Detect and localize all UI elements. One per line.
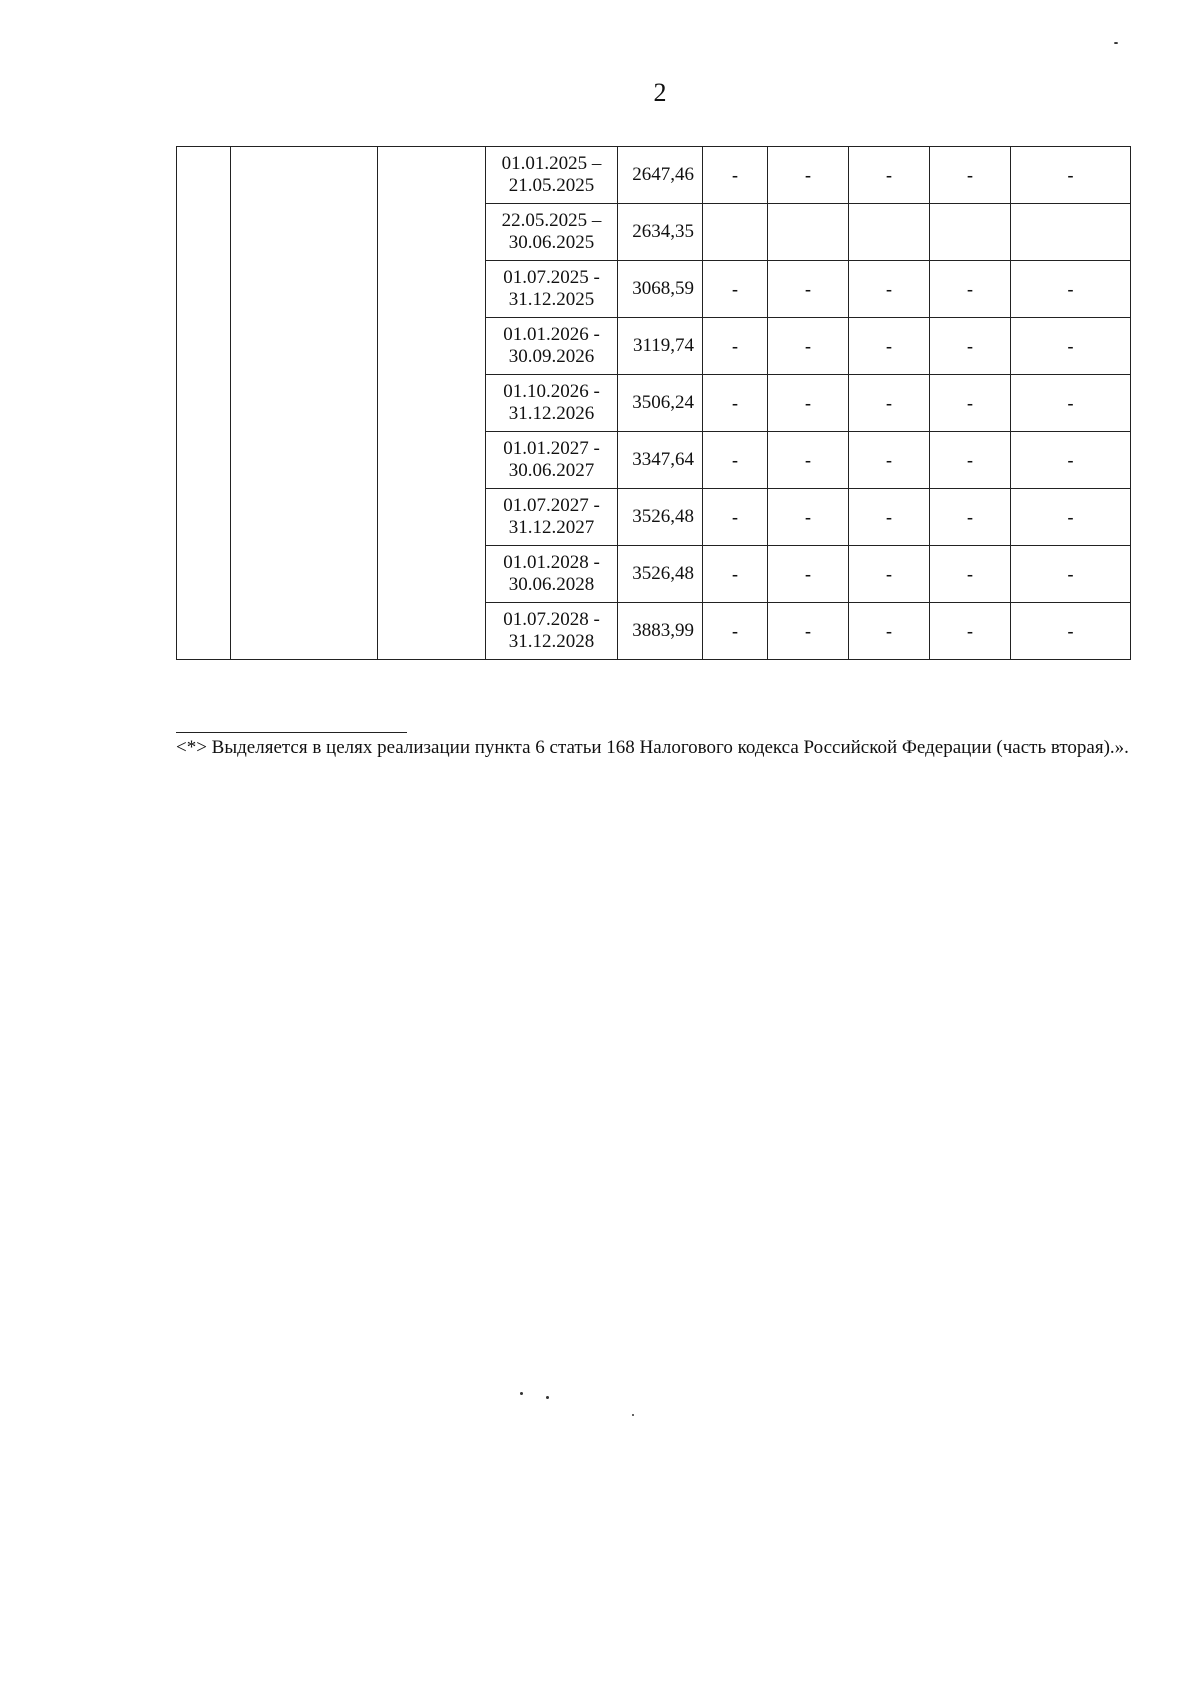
period-cell: 01.01.2026 - 30.09.2026 — [486, 318, 618, 375]
price-cell: 3506,24 — [618, 375, 703, 432]
tariff-table — [176, 146, 1131, 660]
value-cell — [849, 204, 930, 261]
value-cell: - — [703, 261, 768, 318]
table-body — [177, 147, 1131, 660]
value-cell: - — [849, 261, 930, 318]
period-cell: 01.01.2025 – 21.05.2025 — [486, 147, 618, 204]
value-cell: - — [703, 147, 768, 204]
period-cell: 01.07.2027 - 31.12.2027 — [486, 489, 618, 546]
empty-merged-cell — [378, 147, 486, 660]
price-cell: 3347,64 — [618, 432, 703, 489]
value-cell: - — [703, 375, 768, 432]
price-cell: 3526,48 — [618, 546, 703, 603]
value-cell: - — [768, 318, 849, 375]
price-cell: 3119,74 — [618, 318, 703, 375]
scan-speck — [1114, 42, 1118, 44]
scan-speck — [520, 1392, 523, 1395]
value-cell: - — [930, 603, 1011, 660]
value-cell: - — [849, 375, 930, 432]
value-cell: - — [768, 375, 849, 432]
price-cell: 2634,35 — [618, 204, 703, 261]
value-cell — [768, 204, 849, 261]
value-cell: - — [1011, 375, 1131, 432]
period-cell: 22.05.2025 – 30.06.2025 — [486, 204, 618, 261]
footnote-divider — [176, 732, 407, 733]
value-cell: - — [930, 432, 1011, 489]
price-cell: 3068,59 — [618, 261, 703, 318]
value-cell: - — [768, 147, 849, 204]
table-row — [177, 147, 1131, 204]
value-cell: - — [1011, 261, 1131, 318]
value-cell: - — [849, 489, 930, 546]
value-cell: - — [768, 603, 849, 660]
value-cell: - — [849, 318, 930, 375]
value-cell: - — [849, 603, 930, 660]
page-number: 2 — [653, 78, 667, 107]
value-cell: - — [703, 318, 768, 375]
value-cell: - — [703, 603, 768, 660]
value-cell: - — [930, 375, 1011, 432]
price-cell: 3526,48 — [618, 489, 703, 546]
period-cell: 01.07.2028 - 31.12.2028 — [486, 603, 618, 660]
value-cell: - — [1011, 489, 1131, 546]
value-cell: - — [930, 261, 1011, 318]
empty-merged-cell — [231, 147, 378, 660]
value-cell — [703, 204, 768, 261]
value-cell: - — [703, 489, 768, 546]
period-cell: 01.07.2025 - 31.12.2025 — [486, 261, 618, 318]
value-cell: - — [849, 546, 930, 603]
value-cell — [930, 204, 1011, 261]
value-cell: - — [849, 432, 930, 489]
period-cell: 01.01.2027 - 30.06.2027 — [486, 432, 618, 489]
value-cell: - — [1011, 147, 1131, 204]
value-cell: - — [849, 147, 930, 204]
value-cell: - — [768, 489, 849, 546]
price-cell: 3883,99 — [618, 603, 703, 660]
value-cell: - — [1011, 318, 1131, 375]
footnote-text: <*> Выделяется в целях реализации пункта 6 статьи 168 Налогового кодекса Российской Федерации (часть вторая).». — [176, 737, 1129, 758]
value-cell: - — [930, 546, 1011, 603]
value-cell: - — [1011, 546, 1131, 603]
value-cell: - — [768, 261, 849, 318]
value-cell — [1011, 204, 1131, 261]
value-cell: - — [703, 546, 768, 603]
value-cell: - — [930, 318, 1011, 375]
value-cell: - — [768, 432, 849, 489]
period-cell: 01.01.2028 - 30.06.2028 — [486, 546, 618, 603]
value-cell: - — [930, 489, 1011, 546]
scan-speck — [546, 1396, 549, 1399]
price-cell: 2647,46 — [618, 147, 703, 204]
period-cell: 01.10.2026 - 31.12.2026 — [486, 375, 618, 432]
value-cell: - — [703, 432, 768, 489]
value-cell: - — [1011, 603, 1131, 660]
scan-speck — [632, 1414, 634, 1416]
empty-merged-cell — [177, 147, 231, 660]
value-cell: - — [930, 147, 1011, 204]
value-cell: - — [768, 546, 849, 603]
value-cell: - — [1011, 432, 1131, 489]
